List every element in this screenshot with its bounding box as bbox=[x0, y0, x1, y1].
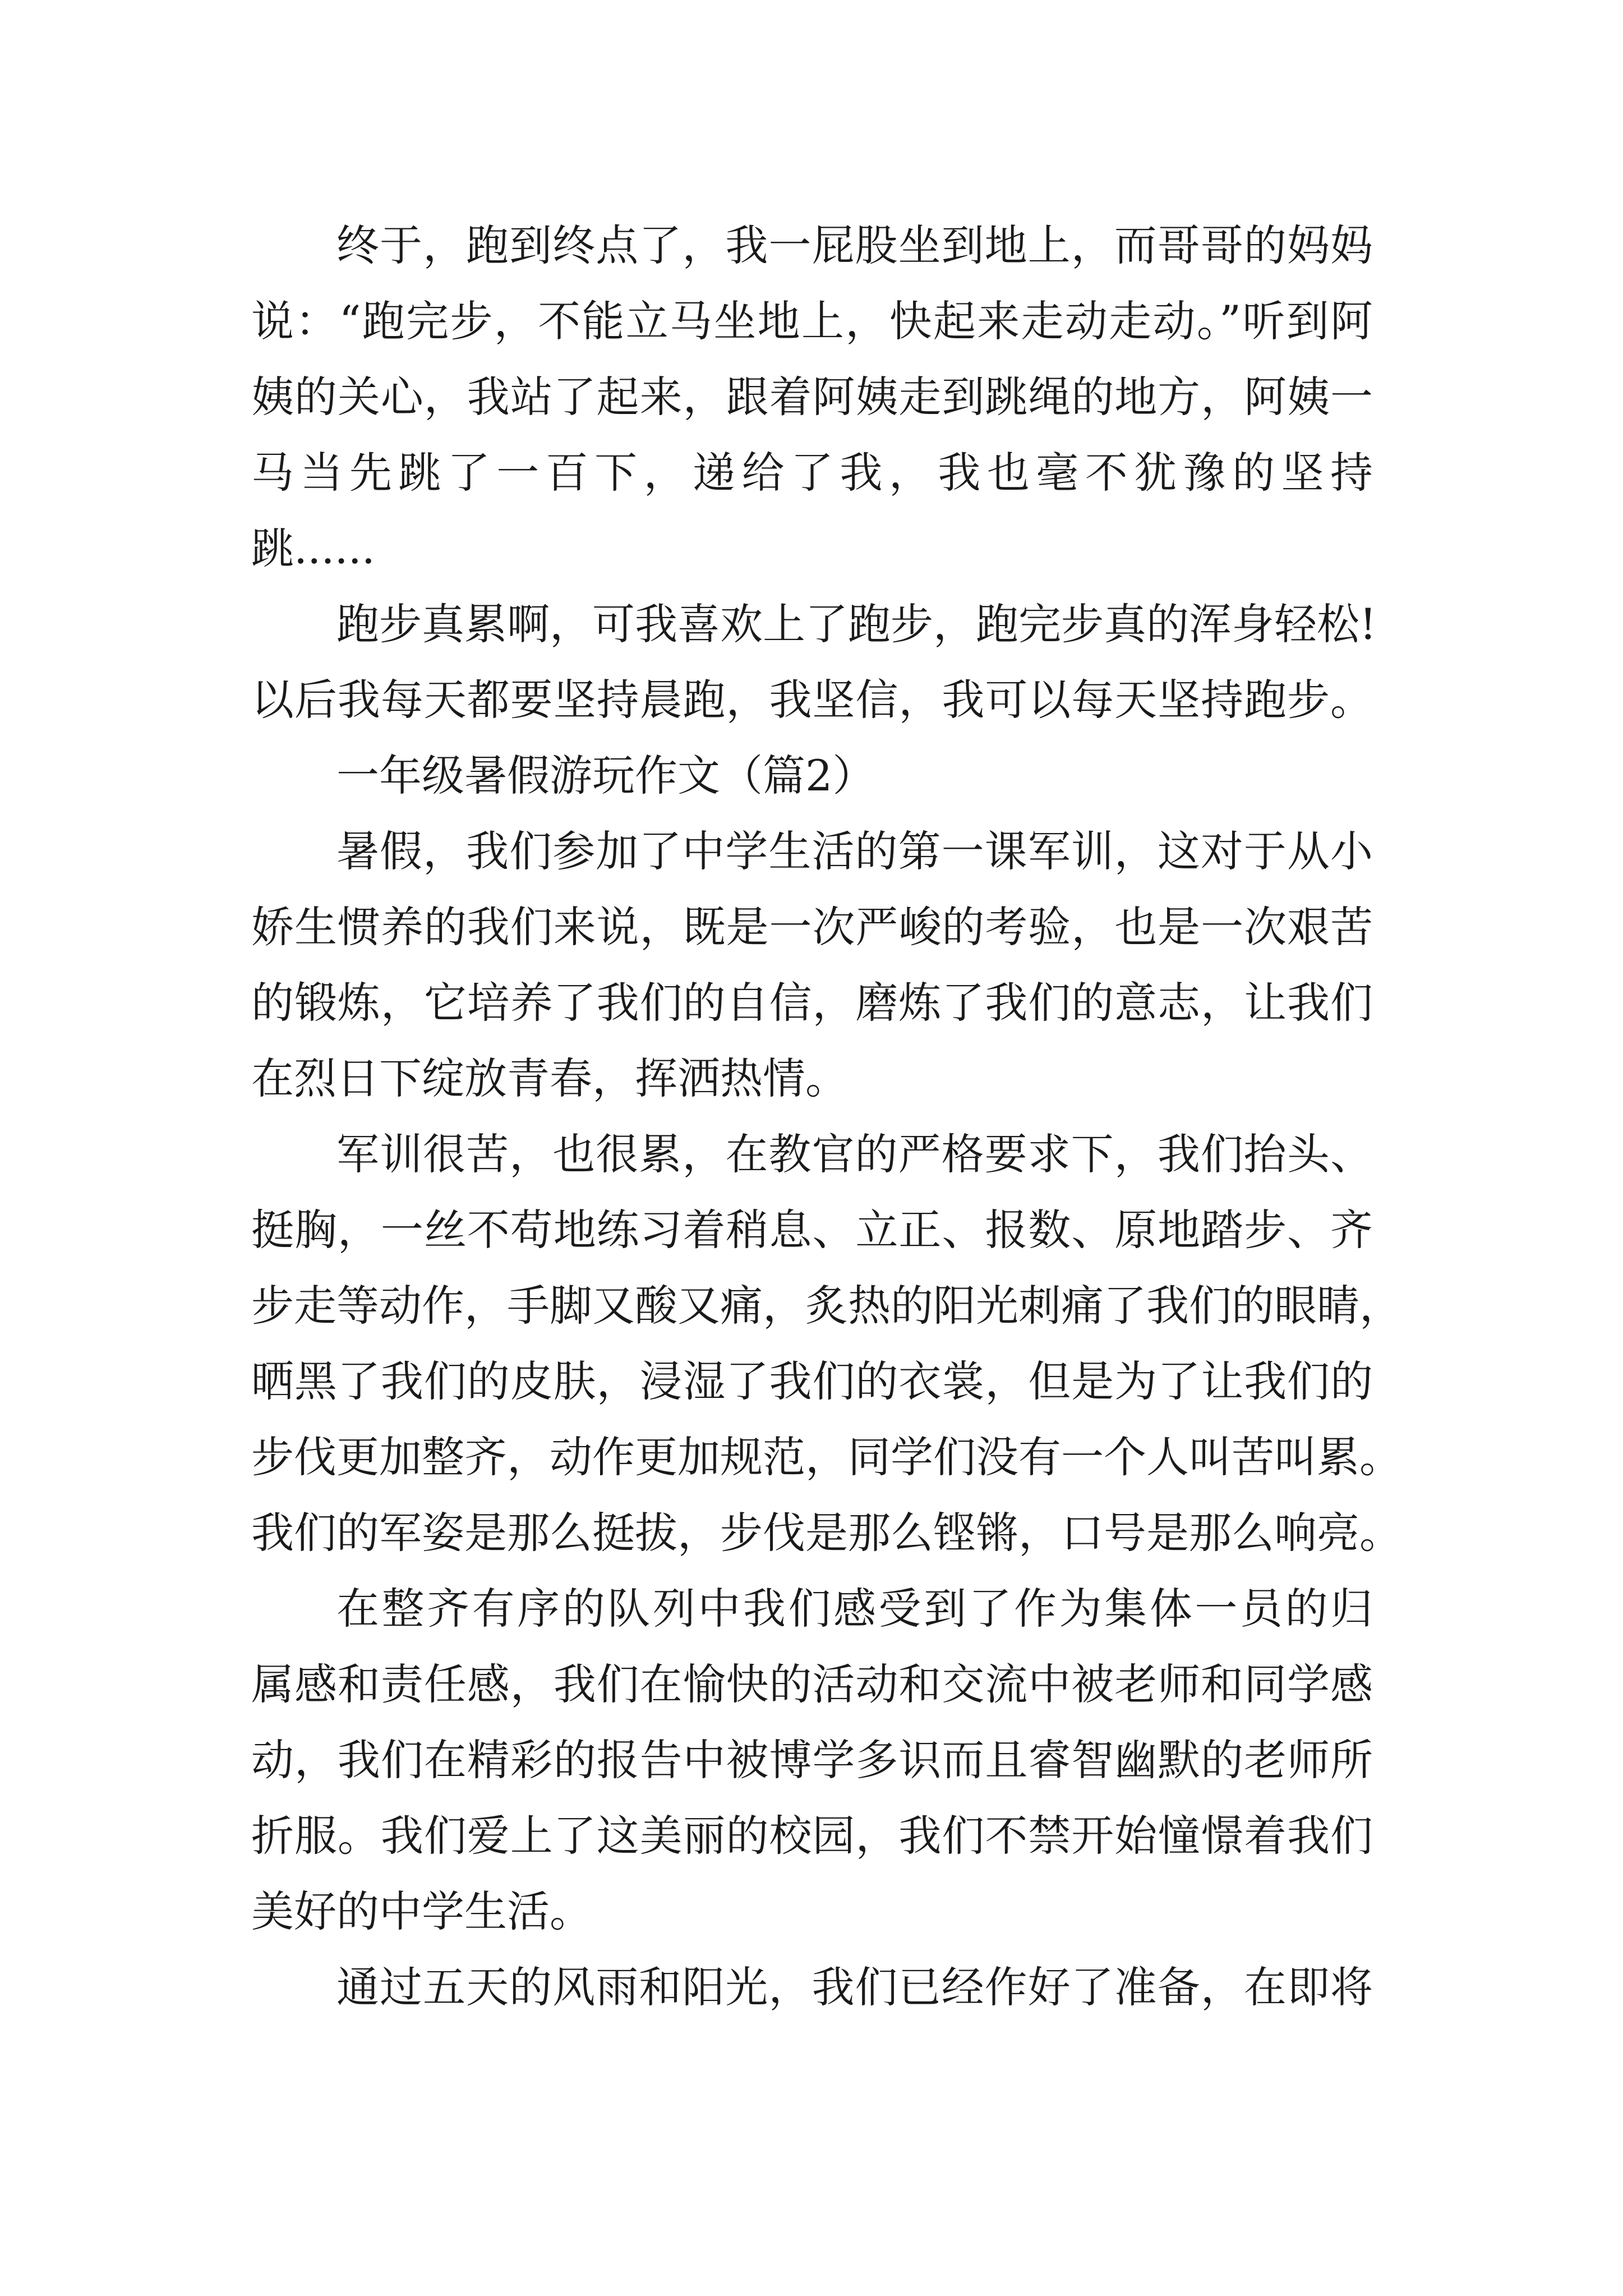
paragraph-4-line-6: 我们的军姿是那么挺拔，步伐是那么铿锵，口号是那么响亮。 bbox=[251, 1508, 1402, 1558]
paragraph-5-line-4: 折服。我们爱上了这美丽的校园，我们不禁开始憧憬着我们 bbox=[251, 1811, 1373, 1861]
paragraph-5-line-2: 属感和责任感，我们在愉快的活动和交流中被老师和同学感 bbox=[251, 1659, 1373, 1709]
paragraph-4-line-1: 军训很苦，也很累，在教官的严格要求下，我们抬头、 bbox=[336, 1129, 1373, 1179]
paragraph-4-line-4: 晒黑了我们的皮肤，浸湿了我们的衣裳，但是为了让我们的 bbox=[251, 1356, 1373, 1406]
paragraph-5-line-5: 美好的中学生活。 bbox=[251, 1887, 592, 1936]
essay-body bbox=[251, 208, 1402, 2025]
paragraph-1-line-5: 跳...... bbox=[251, 523, 375, 573]
paragraph-3-line-4: 在烈日下绽放青春，挥洒热情。 bbox=[251, 1053, 848, 1103]
paragraph-1-line-4: 马当先跳了一百下，递给了我，我也毫不犹豫的坚持 bbox=[251, 448, 1373, 498]
paragraph-2-line-2: 以后我每天都要坚持晨跑，我坚信，我可以每天坚持跑步。 bbox=[251, 675, 1373, 725]
paragraph-1-line-3: 姨的关心，我站了起来，跟着阿姨走到跳绳的地方，阿姨一 bbox=[251, 372, 1373, 422]
paragraph-5-line-3: 动，我们在精彩的报告中被博学多识而且睿智幽默的老师所 bbox=[251, 1735, 1373, 1785]
paragraph-3-line-2: 娇生惯养的我们来说，既是一次严峻的考验，也是一次艰苦 bbox=[251, 902, 1373, 952]
paragraph-1-line-1: 终于，跑到终点了，我一屁股坐到地上，而哥哥的妈妈 bbox=[336, 220, 1373, 270]
paragraph-4-line-2: 挺胸，一丝不苟地练习着稍息、立正、报数、原地踏步、齐 bbox=[251, 1205, 1373, 1255]
paragraph-3-line-1: 暑假，我们参加了中学生活的第一课军训，这对于从小 bbox=[336, 826, 1373, 876]
paragraph-4-line-5: 步伐更加整齐，动作更加规范，同学们没有一个人叫苦叫累。 bbox=[251, 1432, 1402, 1482]
paragraph-1-line-2: 说：“跑完步，不能立马坐地上，快起来走动走动。”听到阿 bbox=[251, 296, 1373, 346]
paragraph-4-line-3: 步走等动作，手脚又酸又痛，炙热的阳光刺痛了我们的眼睛， bbox=[251, 1281, 1402, 1331]
paragraph-3-line-3: 的锻炼，它培养了我们的自信，磨炼了我们的意志，让我们 bbox=[251, 978, 1373, 1028]
paragraph-6-line-1: 通过五天的风雨和阳光，我们已经作好了准备，在即将 bbox=[336, 1962, 1373, 2012]
paragraph-5-line-1: 在整齐有序的队列中我们感受到了作为集体一员的归 bbox=[336, 1584, 1373, 1634]
section-heading: 一年级暑假游玩作文（篇2） bbox=[336, 751, 875, 800]
paragraph-2-line-1: 跑步真累啊，可我喜欢上了跑步，跑完步真的浑身轻松! bbox=[336, 599, 1377, 649]
